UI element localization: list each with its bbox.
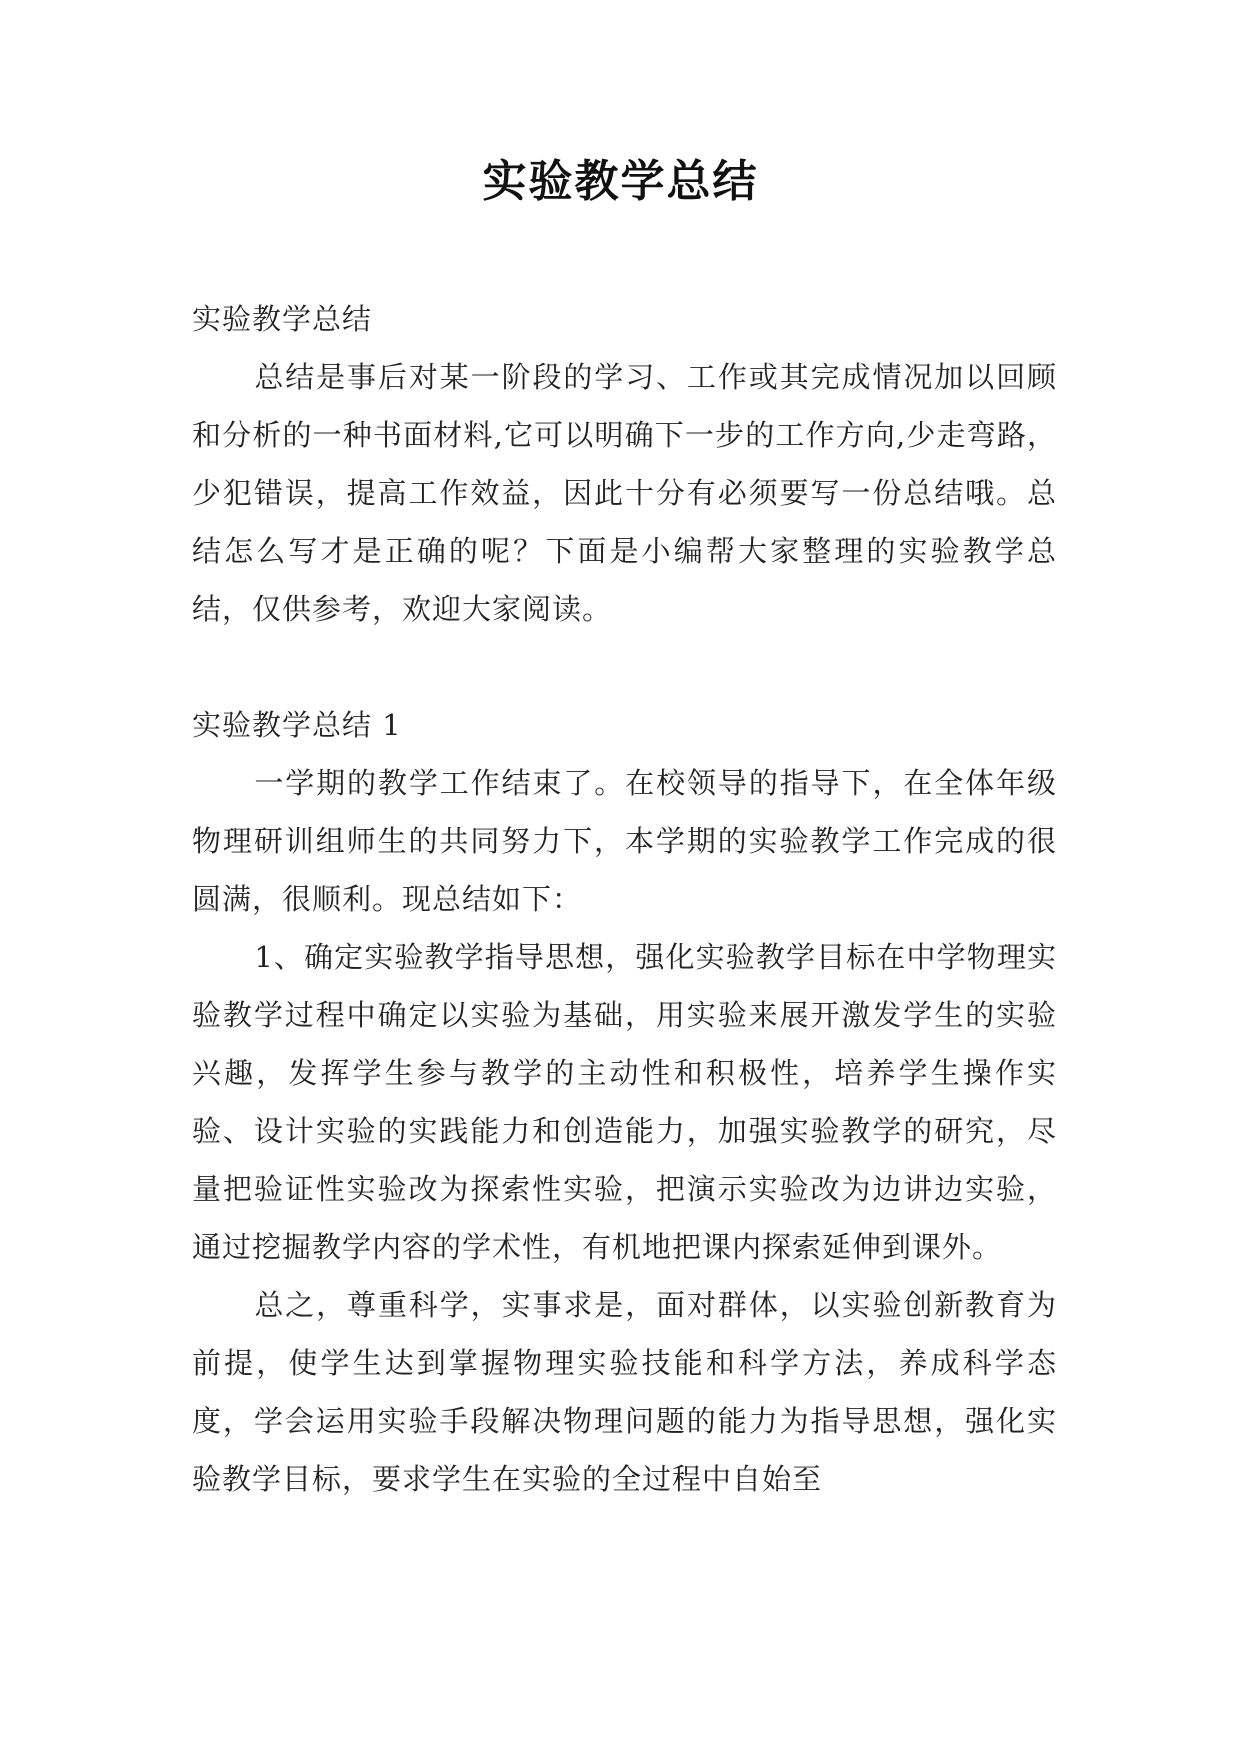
section-1-paragraph-2: 1、确定实验教学指导思想，强化实验教学目标在中学物理实验教学过程中确定以实验为基础，用实验来展开激发学生的实验兴趣，发挥学生参与教学的主动性和积极性，培养学生操作实验、设计实验的实践能力和创造能力，加强实验教学的研究，尽量把验证性实验改为探索性实验，把演示实验改为边讲边实验，通过挖掘教学内容的学术性，有机地把课内探索延伸到课外。 (192, 940, 1057, 1264)
section-1-heading: 实验教学总结 1 (192, 708, 402, 742)
intro-paragraph: 总结是事后对某一阶段的学习、工作或其完成情况加以回顾和分析的一种书面材料,它可以明确下一步的工作方向,少走弯路，少犯错误，提高工作效益，因此十分有必须要写一份总结哦。总结怎么写才是正确的呢？下面是小编帮大家整理的实验教学总结，仅供参考，欢迎大家阅读。 (192, 360, 1057, 626)
document-title: 实验教学总结 (482, 156, 759, 207)
section-spacer (192, 638, 1057, 696)
section-1-paragraph-3: 总之，尊重科学，实事求是，面对群体，以实验创新教育为前提，使学生达到掌握物理实验技能和科学方法，养成科学态度，学会运用实验手段解决物理问题的能力为指导思想，强化实验教学目标，要求学生在实验的全过程中自始至 (192, 1288, 1057, 1496)
intro-heading: 实验教学总结 (192, 302, 373, 336)
section-1-paragraph-1: 一学期的教学工作结束了。在校领导的指导下，在全体年级物理研训组师生的共同努力下，本学期的实验教学工作完成的很圆满，很顺利。现总结如下： (192, 766, 1057, 916)
document-body (192, 290, 1057, 1508)
